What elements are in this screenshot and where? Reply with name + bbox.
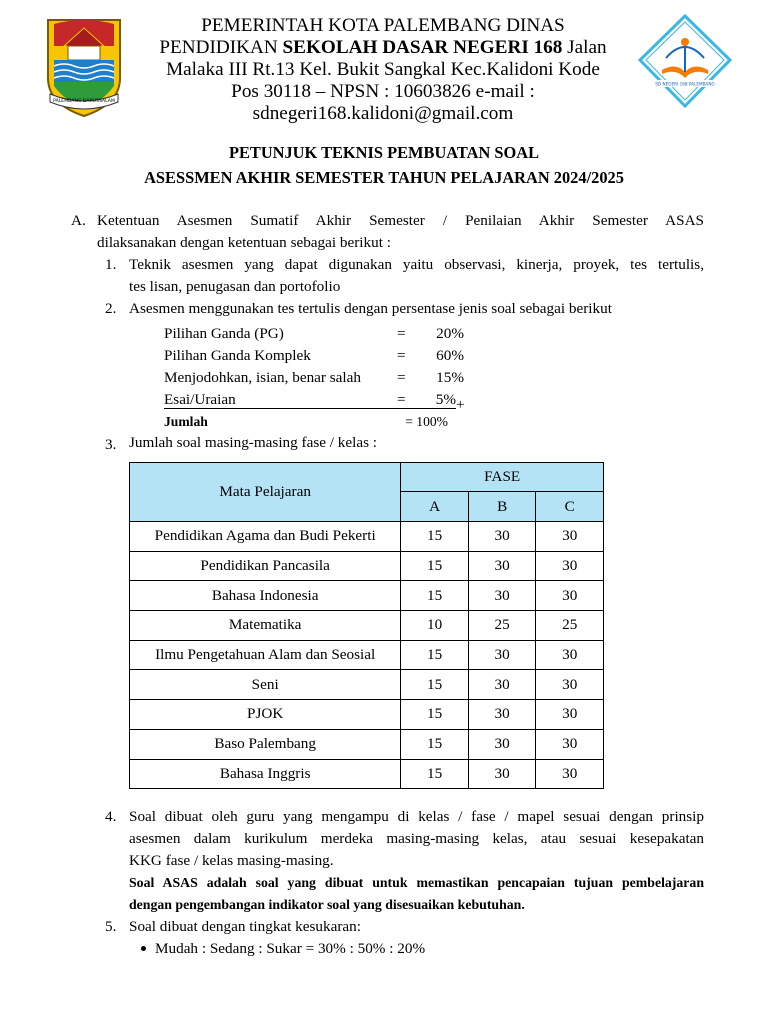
fase-column-header: A [401,492,469,522]
document-title-line-1: PETUNJUK TEKNIS PEMBUATAN SOAL [228,143,540,162]
total-value: = 100% [405,414,448,429]
city-emblem-logo [42,16,126,118]
subject-cell: PJOK [130,700,401,730]
subject-cell: Baso Palembang [130,729,401,759]
percentage-label: Menjodohkan, isian, benar salah [164,369,361,386]
letterhead [130,15,636,125]
right-logo-text: SD NEGERI 168 PALEMBANG [655,81,715,87]
question-count-table [129,462,604,789]
letterhead-line-2-pre: PENDIDIKAN [159,37,278,58]
section-a-line-1: Ketentuan Asesmen Sumatif Akhir Semester / Penilaian Akhir Semester ASAS [97,212,704,229]
letterhead-line-1: PEMERINTAH KOTA PALEMBANG DINAS [201,15,565,36]
section-a-line-2: dilaksanakan dengan ketentuan sebagai berikut : [97,234,391,251]
document-title-line-2: ASESSMEN AKHIR SEMESTER TAHUN PELAJARAN 2024/2025 [144,168,624,187]
fase-a-cell: 15 [401,670,469,700]
table-row [130,759,604,789]
fase-b-cell: 30 [468,581,536,611]
total-label: Jumlah [164,414,208,429]
item-3-line-1: Jumlah soal masing-masing fase / kelas : [129,434,378,451]
letterhead-line-3: Malaka III Rt.13 Kel. Bukit Sangkal Kec.Kalidoni Kode [166,59,600,80]
table-row [130,611,604,641]
percentage-row [164,323,464,345]
section-a-marker: A. [71,212,86,229]
fase-c-cell: 25 [536,611,604,641]
table-row [130,640,604,670]
percentage-value: 20% [436,325,464,342]
fase-a-cell: 10 [401,611,469,641]
total-row [164,411,464,433]
percentage-row [164,345,464,367]
percentage-equals: = [397,369,406,386]
percentage-value: 15% [436,369,464,386]
fase-c-cell: 30 [536,640,604,670]
percentage-label: Pilihan Ganda Komplek [164,347,311,364]
table-row [130,581,604,611]
left-logo-text: PALEMBANG DARUSSALAM [53,99,115,104]
fase-c-cell: 30 [536,670,604,700]
fase-a-cell: 15 [401,729,469,759]
subject-cell: Bahasa Indonesia [130,581,401,611]
fase-a-cell: 15 [401,581,469,611]
item-4-line-2: asesmen dalam kurikulum merdeka masing-masing kelas, atau sesuai kesepakatan [129,830,704,847]
table-row [130,700,604,730]
bullet-icon [141,946,146,951]
letterhead-line-5: sdnegeri168.kalidoni@gmail.com [252,103,514,124]
item-4-bold-line-1: Soal ASAS adalah soal yang dibuat untuk memastikan pencapaian tujuan pembelajaran [129,875,704,890]
subject-cell: Bahasa Inggris [130,759,401,789]
item-5-number: 5. [105,918,117,935]
fase-a-cell: 15 [401,759,469,789]
table-row [130,729,604,759]
fase-b-cell: 30 [468,551,536,581]
item-4-number: 4. [105,808,117,825]
fase-c-cell: 30 [536,581,604,611]
plus-sign: + [456,396,465,413]
fase-c-cell: 30 [536,759,604,789]
item-1-number: 1. [105,256,117,273]
subject-cell: Matematika [130,611,401,641]
fase-b-cell: 30 [468,522,536,552]
percentage-equals: = [397,391,406,408]
fase-b-cell: 30 [468,759,536,789]
fase-column-header: B [468,492,536,522]
percentage-value: 60% [436,347,464,364]
item-5-line-1: Soal dibuat dengan tingkat kesukaran: [129,918,361,935]
letterhead-line-2 [130,37,636,59]
fase-header: FASE [401,463,604,492]
fase-b-cell: 30 [468,670,536,700]
percentage-label: Pilihan Ganda (PG) [164,325,284,342]
fase-a-cell: 15 [401,640,469,670]
fase-a-cell: 15 [401,551,469,581]
fase-c-cell: 30 [536,551,604,581]
fase-a-cell: 15 [401,700,469,730]
school-logo [636,14,734,108]
fase-b-cell: 30 [468,700,536,730]
item-4-line-1: Soal dibuat oleh guru yang mengampu di kelas / fase / mapel sesuai dengan prinsip [129,808,704,825]
school-name: SEKOLAH DASAR NEGERI 168 [282,37,563,58]
letterhead-line-2-post: Jalan [567,37,607,58]
item-4-bold-line-2: dengan pengembangan indikator soal yang disesuaikan kebutuhan. [129,897,525,912]
table-row [130,522,604,552]
letterhead-line-4: Pos 30118 – NPSN : 10603826 e-mail : [231,81,535,102]
sum-underline [164,408,456,409]
fase-b-cell: 30 [468,640,536,670]
item-3-number: 3. [105,436,117,453]
percentage-equals: = [397,325,406,342]
fase-b-cell: 25 [468,611,536,641]
subject-cell: Ilmu Pengetahuan Alam dan Seosial [130,640,401,670]
item-1-line-1: Teknik asesmen yang dapat digunakan yaitu observasi, kinerja, proyek, tes tertulis, [129,256,704,273]
percentage-equals: = [397,347,406,364]
percentage-value: 5% [435,391,456,408]
item-5-bullet-text: Mudah : Sedang : Sukar = 30% : 50% : 20% [155,940,426,957]
subject-header: Mata Pelajaran [130,463,401,522]
table-row [130,551,604,581]
fase-b-cell: 30 [468,729,536,759]
subject-cell: Pendidikan Agama dan Budi Pekerti [130,522,401,552]
fase-column-header: C [536,492,604,522]
percentage-row [164,367,464,389]
subject-cell: Pendidikan Pancasila [130,551,401,581]
fase-c-cell: 30 [536,729,604,759]
item-4-line-3: KKG fase / kelas masing-masing. [129,852,334,869]
fase-a-cell: 15 [401,522,469,552]
fase-c-cell: 30 [536,700,604,730]
subject-cell: Seni [130,670,401,700]
item-2-line-1: Asesmen menggunakan tes tertulis dengan persentase jenis soal sebagai berikut [129,300,612,317]
item-1-line-2: tes lisan, penugasan dan portofolio [129,278,341,295]
percentage-label: Esai/Uraian [164,391,236,408]
item-2-number: 2. [105,300,117,317]
table-row [130,670,604,700]
fase-c-cell: 30 [536,522,604,552]
